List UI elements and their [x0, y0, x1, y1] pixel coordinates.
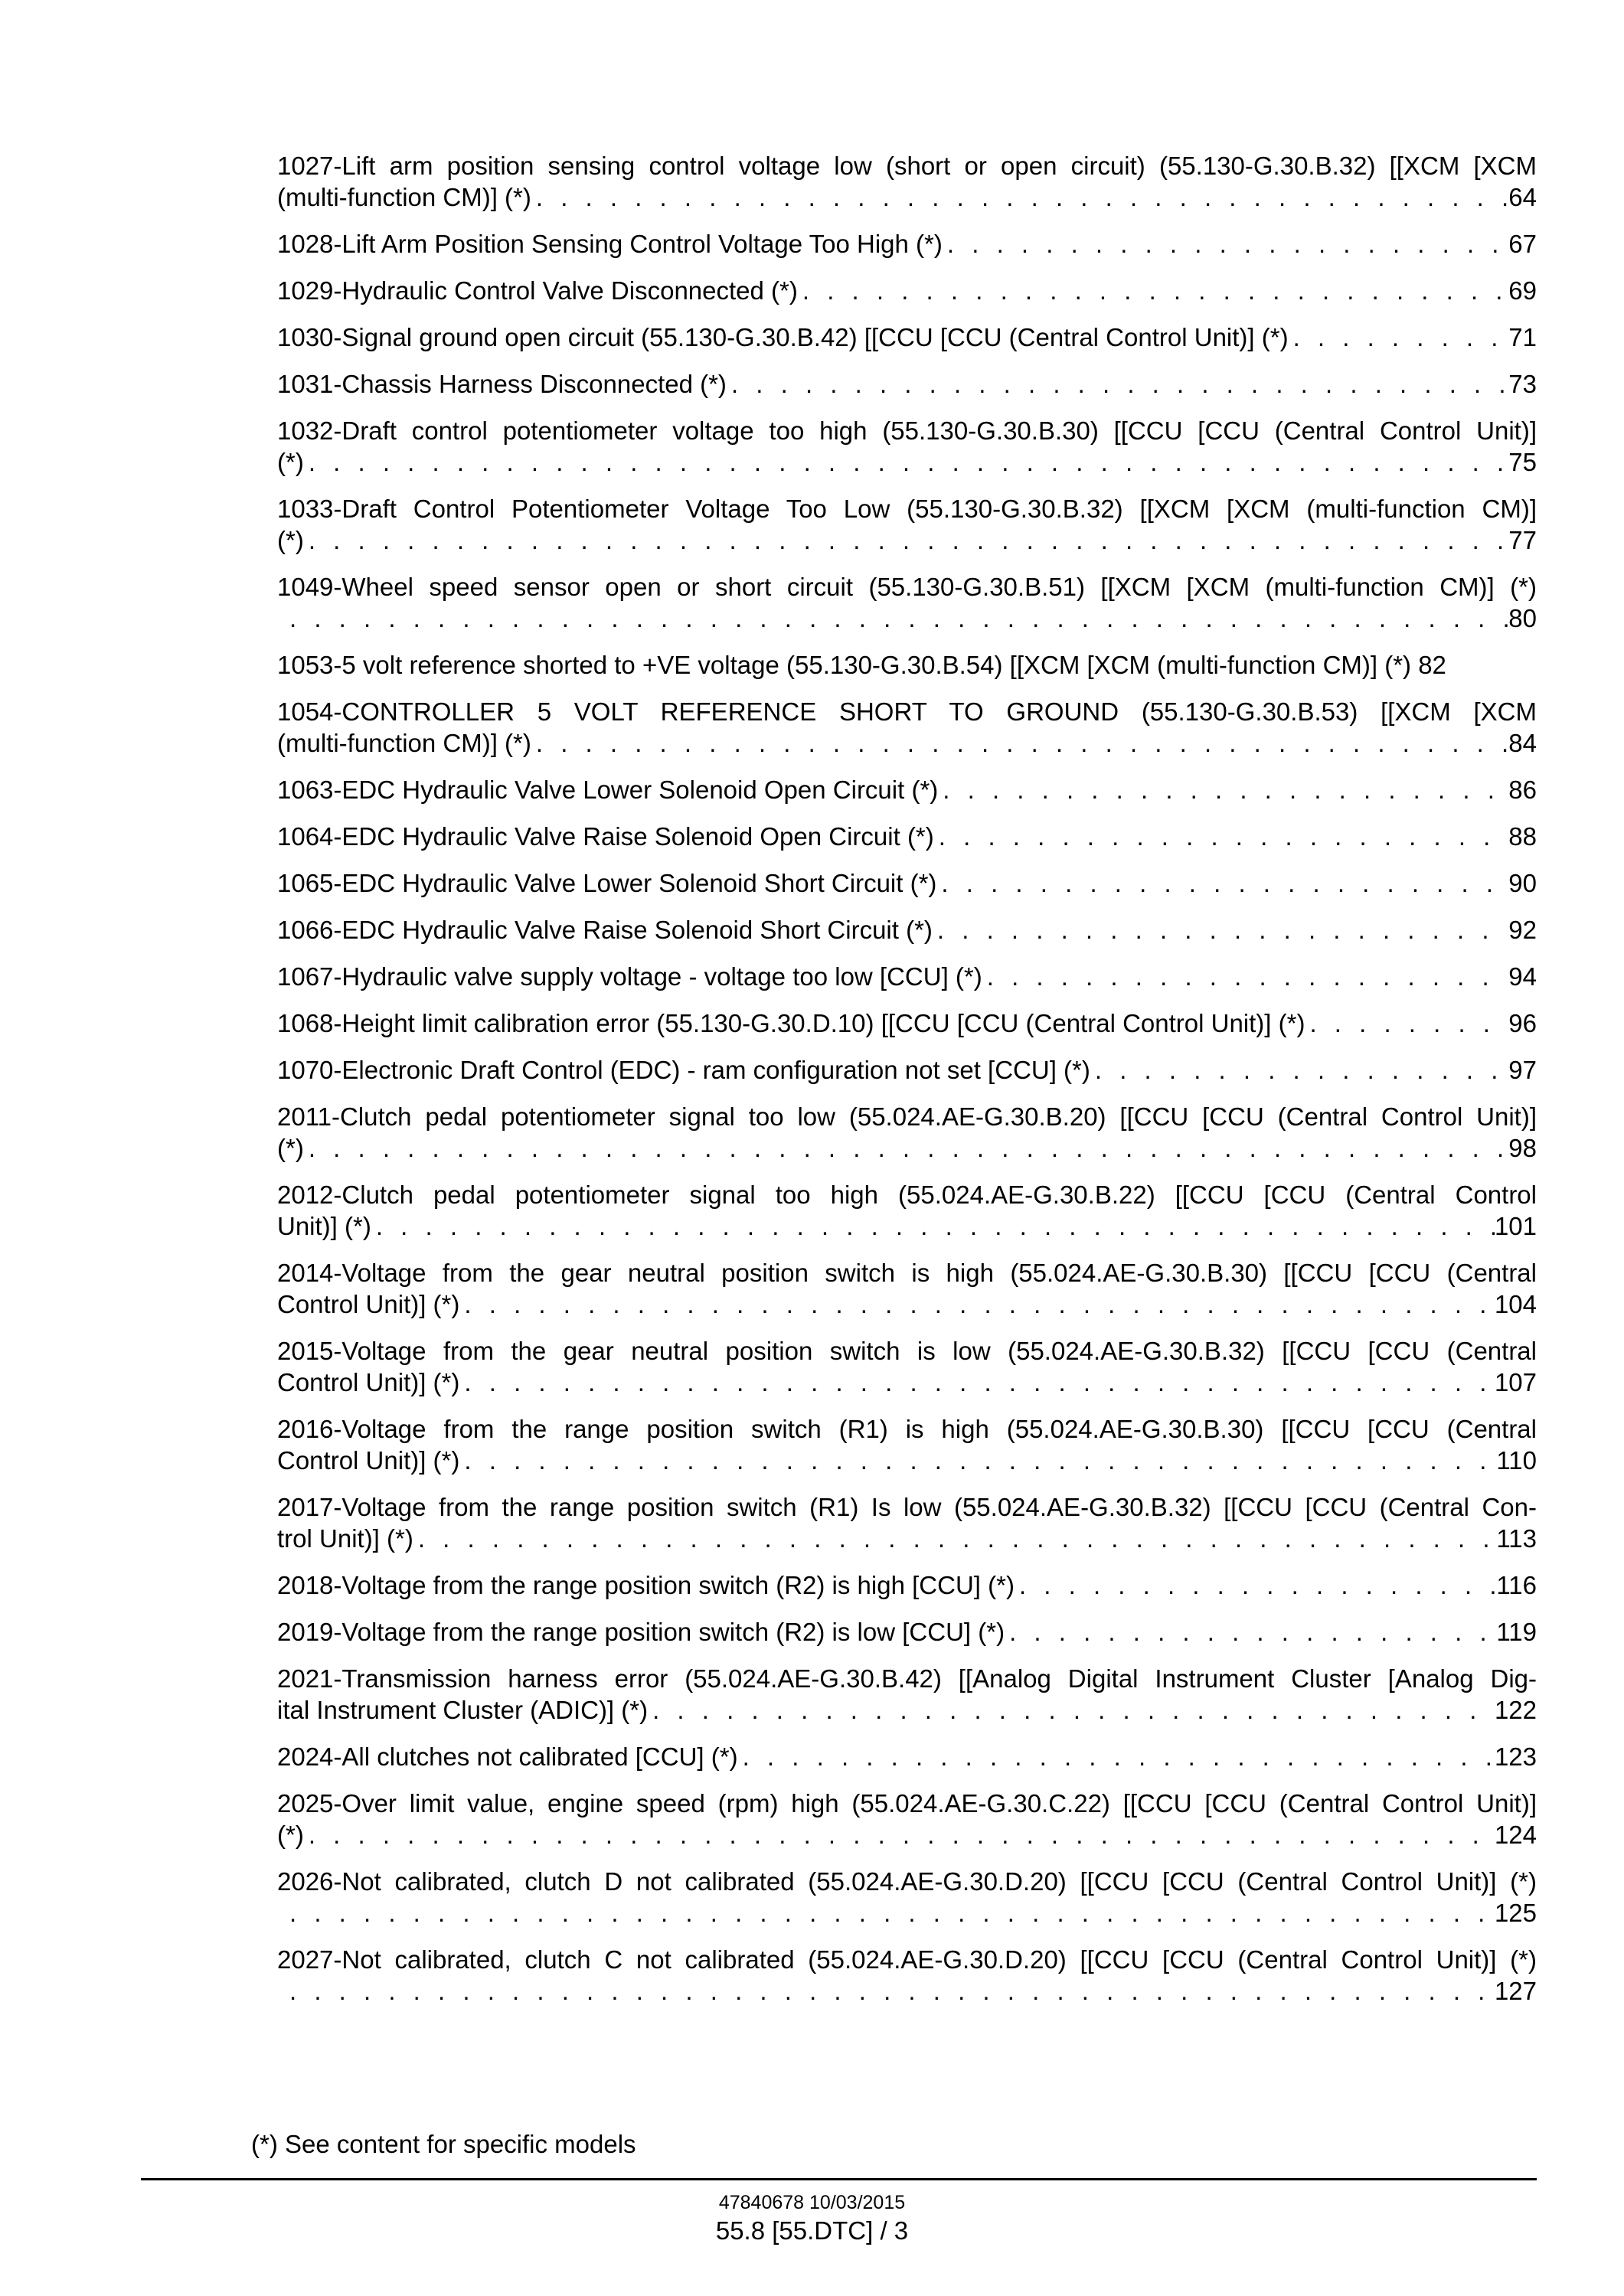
toc-entry-page: 96: [1508, 1009, 1537, 1037]
toc-entry-title-continued: (*): [277, 448, 304, 476]
toc-entry-title: 1049-Wheel speed sensor open or short circuit (55.130-G.30.B.51) [[XCM [XCM (multi-function CM)] (*): [277, 573, 1537, 601]
dot-leader: [798, 275, 1508, 306]
toc-entry-title-continued: (*): [277, 526, 304, 554]
toc-entry-page: 94: [1508, 962, 1537, 991]
toc-entry[interactable]: [277, 1741, 1537, 1772]
dot-leader: [933, 914, 1508, 946]
toc-entry-title: 1067-Hydraulic valve supply voltage - voltage too low [CCU] (*): [277, 962, 982, 991]
dot-leader: [277, 603, 1508, 634]
toc-entry-title-continued: (multi-function CM)] (*): [277, 183, 531, 211]
toc-entry-title: 2016-Voltage from the range position switch (R1) is high (55.024.AE-G.30.B.30) [[CCU [CCU (Central: [277, 1415, 1537, 1443]
toc-entry-page: 67: [1508, 230, 1537, 258]
table-of-contents: [277, 150, 1537, 2022]
toc-entry-title: 1029-Hydraulic Control Valve Disconnected (*): [277, 276, 798, 305]
dot-leader: [943, 228, 1508, 260]
dot-leader: [277, 1897, 1495, 1929]
toc-entry-page: 124: [1494, 1821, 1537, 1849]
toc-entry-title-continued: Control Unit)] (*): [277, 1290, 460, 1318]
toc-entry-page: 110: [1496, 1446, 1537, 1475]
dot-leader: [531, 727, 1508, 759]
toc-entry[interactable]: [277, 322, 1537, 353]
toc-entry-title: 1027-Lift arm position sensing control voltage low (short or open circuit) (55.130-G.30.B.32) [[XCM [XCM: [277, 152, 1537, 180]
dot-leader: [304, 1132, 1508, 1164]
toc-entry-page: 125: [1494, 1899, 1537, 1927]
toc-entry-page: 122: [1494, 1696, 1537, 1724]
dot-leader: [727, 368, 1508, 400]
toc-entry-title: 2027-Not calibrated, clutch C not calibrated (55.024.AE-G.30.D.20) [[CCU [CCU (Central Control Unit)] (*): [277, 1945, 1537, 1974]
toc-entry[interactable]: [277, 415, 1537, 478]
toc-entry-page: 127: [1494, 1977, 1537, 2005]
toc-entry[interactable]: [277, 821, 1537, 852]
toc-entry[interactable]: [277, 275, 1537, 306]
toc-entry-page: 73: [1508, 370, 1537, 398]
toc-entry-title-continued: trol Unit)] (*): [277, 1524, 413, 1553]
dot-leader: [982, 961, 1509, 992]
toc-entry-page: 92: [1508, 916, 1537, 944]
toc-entry-title: 1063-EDC Hydraulic Valve Lower Solenoid Open Circuit (*): [277, 776, 939, 804]
toc-entry[interactable]: [277, 1944, 1537, 2007]
toc-entry-title: 1053-5 volt reference shorted to +VE voltage (55.130-G.30.B.54) [[XCM [XCM (multi-function CM)] (*) 82: [277, 651, 1446, 679]
dot-leader: [371, 1210, 1495, 1242]
toc-entry[interactable]: [277, 1491, 1537, 1554]
dot-leader: [934, 821, 1509, 852]
toc-entry-page: 98: [1508, 1134, 1537, 1162]
toc-entry[interactable]: [277, 774, 1537, 805]
toc-entry[interactable]: [277, 1101, 1537, 1164]
toc-entry[interactable]: [277, 1866, 1537, 1929]
toc-entry-title: 2017-Voltage from the range position switch (R1) Is low (55.024.AE-G.30.B.32) [[CCU [CCU (Central Con-: [277, 1493, 1537, 1521]
dot-leader: [413, 1523, 1497, 1554]
toc-entry-title: 2015-Voltage from the gear neutral position switch is low (55.024.AE-G.30.B.32) [[CCU [CCU (Central: [277, 1337, 1537, 1365]
toc-entry-title: 1030-Signal ground open circuit (55.130-G.30.B.42) [[CCU [CCU (Central Control Unit)] (*): [277, 323, 1289, 351]
toc-entry-page: 84: [1508, 729, 1537, 757]
toc-entry-page: 107: [1494, 1368, 1537, 1396]
dot-leader: [1090, 1054, 1508, 1086]
toc-entry-title: 2025-Over limit value, engine speed (rpm) high (55.024.AE-G.30.C.22) [[CCU [CCU (Central Control Unit)]: [277, 1789, 1537, 1818]
toc-entry-page: 80: [1508, 604, 1537, 632]
toc-entry[interactable]: [277, 649, 1537, 681]
toc-entry[interactable]: [277, 1413, 1537, 1476]
toc-entry-title-continued: Control Unit)] (*): [277, 1446, 460, 1475]
dot-leader: [459, 1288, 1495, 1320]
dot-leader: [304, 446, 1508, 478]
document-id: 47840678 10/03/2015: [718, 2192, 906, 2213]
toc-entry[interactable]: [277, 368, 1537, 400]
toc-entry[interactable]: [277, 493, 1537, 556]
dot-leader: [936, 867, 1508, 899]
toc-entry-title-continued: Control Unit)] (*): [277, 1368, 460, 1396]
toc-entry[interactable]: [277, 1335, 1537, 1398]
toc-entry-title: 1065-EDC Hydraulic Valve Lower Solenoid Short Circuit (*): [277, 869, 937, 897]
toc-entry-page: 88: [1508, 822, 1537, 851]
toc-entry-title-continued: (multi-function CM)] (*): [277, 729, 531, 757]
toc-entry[interactable]: [277, 1179, 1537, 1242]
toc-entry-page: 75: [1508, 448, 1537, 476]
dot-leader: [1015, 1569, 1496, 1601]
toc-entry[interactable]: [277, 571, 1537, 634]
toc-entry[interactable]: [277, 1054, 1537, 1086]
toc-entry[interactable]: [277, 961, 1537, 992]
toc-entry-page: 77: [1508, 526, 1537, 554]
toc-entry-title: 2026-Not calibrated, clutch D not calibrated (55.024.AE-G.30.D.20) [[CCU [CCU (Central Control Unit)] (*): [277, 1867, 1537, 1896]
footer-rule: [141, 2178, 1537, 2180]
toc-entry-page: 90: [1508, 869, 1537, 897]
toc-entry-title: 2019-Voltage from the range position switch (R2) is low [CCU] (*): [277, 1618, 1005, 1646]
toc-entry-page: 123: [1494, 1742, 1537, 1771]
toc-entry-title: 1054-CONTROLLER 5 VOLT REFERENCE SHORT TO GROUND (55.130-G.30.B.53) [[XCM [XCM: [277, 697, 1537, 726]
toc-entry[interactable]: [277, 228, 1537, 260]
toc-entry-title-continued: (*): [277, 1134, 304, 1162]
dot-leader: [1005, 1616, 1496, 1648]
toc-entry-title: 1064-EDC Hydraulic Valve Raise Solenoid Open Circuit (*): [277, 822, 934, 851]
toc-entry-page: 104: [1494, 1290, 1537, 1318]
dot-leader: [277, 1975, 1495, 2007]
toc-entry-title: 2012-Clutch pedal potentiometer signal too high (55.024.AE-G.30.B.22) [[CCU [CCU (Central Control: [277, 1181, 1537, 1209]
dot-leader: [304, 1819, 1495, 1850]
toc-entry-title: 2024-All clutches not calibrated [CCU] (*): [277, 1742, 738, 1771]
toc-entry-page: 64: [1508, 183, 1537, 211]
toc-entry[interactable]: [277, 867, 1537, 899]
toc-entry-page: 69: [1508, 276, 1537, 305]
toc-entry-page: 97: [1508, 1056, 1537, 1084]
toc-entry-title: 1066-EDC Hydraulic Valve Raise Solenoid Short Circuit (*): [277, 916, 933, 944]
toc-entry[interactable]: [277, 914, 1537, 946]
toc-entry-page: 71: [1508, 323, 1537, 351]
toc-entry-title: 2011-Clutch pedal potentiometer signal too low (55.024.AE-G.30.B.20) [[CCU [CCU (Central Control Unit)]: [277, 1102, 1537, 1131]
dot-leader: [648, 1694, 1495, 1726]
toc-entry[interactable]: [277, 1663, 1537, 1726]
toc-entry[interactable]: [277, 1257, 1537, 1320]
toc-entry-title: 2018-Voltage from the range position switch (R2) is high [CCU] (*): [277, 1571, 1015, 1599]
toc-entry-page: 101: [1494, 1212, 1537, 1240]
toc-entry[interactable]: [277, 1788, 1537, 1850]
toc-entry-page: 116: [1496, 1571, 1537, 1599]
toc-entry-page: 119: [1496, 1618, 1537, 1646]
toc-entry-title: 1031-Chassis Harness Disconnected (*): [277, 370, 727, 398]
footnote: (*) See content for specific models: [251, 2130, 636, 2158]
toc-entry-title: 1068-Height limit calibration error (55.130-G.30.D.10) [[CCU [CCU (Central Control Unit)] (*): [277, 1009, 1305, 1037]
toc-entry[interactable]: [277, 1616, 1537, 1648]
toc-entry-title-continued: Unit)] (*): [277, 1212, 371, 1240]
dot-leader: [459, 1367, 1495, 1398]
toc-entry[interactable]: [277, 696, 1537, 759]
toc-entry[interactable]: [277, 150, 1537, 213]
toc-entry-title: 2021-Transmission harness error (55.024.AE-G.30.B.42) [[Analog Digital Instrument Cluster [Analog Dig-: [277, 1664, 1537, 1693]
page-number: 55.8 [55.DTC] / 3: [715, 2216, 909, 2245]
dot-leader: [531, 181, 1508, 213]
dot-leader: [938, 774, 1508, 805]
dot-leader: [738, 1741, 1495, 1772]
toc-entry-title: 1033-Draft Control Potentiometer Voltage Too Low (55.130-G.30.B.32) [[XCM [XCM (multi-function CM)]: [277, 495, 1537, 523]
toc-entry-page: 86: [1508, 776, 1537, 804]
toc-entry-title: 2014-Voltage from the gear neutral position switch is high (55.024.AE-G.30.B.30) [[CCU [CCU (Central: [277, 1259, 1537, 1287]
toc-entry-title-continued: (*): [277, 1821, 304, 1849]
toc-entry-page: 113: [1496, 1524, 1537, 1553]
dot-leader: [459, 1445, 1496, 1476]
toc-entry[interactable]: [277, 1569, 1537, 1601]
dot-leader: [304, 524, 1508, 556]
toc-entry-title-continued: ital Instrument Cluster (ADIC)] (*): [277, 1696, 649, 1724]
dot-leader: [1289, 322, 1509, 353]
toc-entry-title: 1070-Electronic Draft Control (EDC) - ram configuration not set [CCU] (*): [277, 1056, 1090, 1084]
toc-entry-title: 1028-Lift Arm Position Sensing Control Voltage Too High (*): [277, 230, 943, 258]
toc-entry[interactable]: [277, 1008, 1537, 1039]
toc-entry-title: 1032-Draft control potentiometer voltage too high (55.130-G.30.B.30) [[CCU [CCU (Central Control Unit)]: [277, 416, 1537, 445]
dot-leader: [1305, 1008, 1508, 1039]
